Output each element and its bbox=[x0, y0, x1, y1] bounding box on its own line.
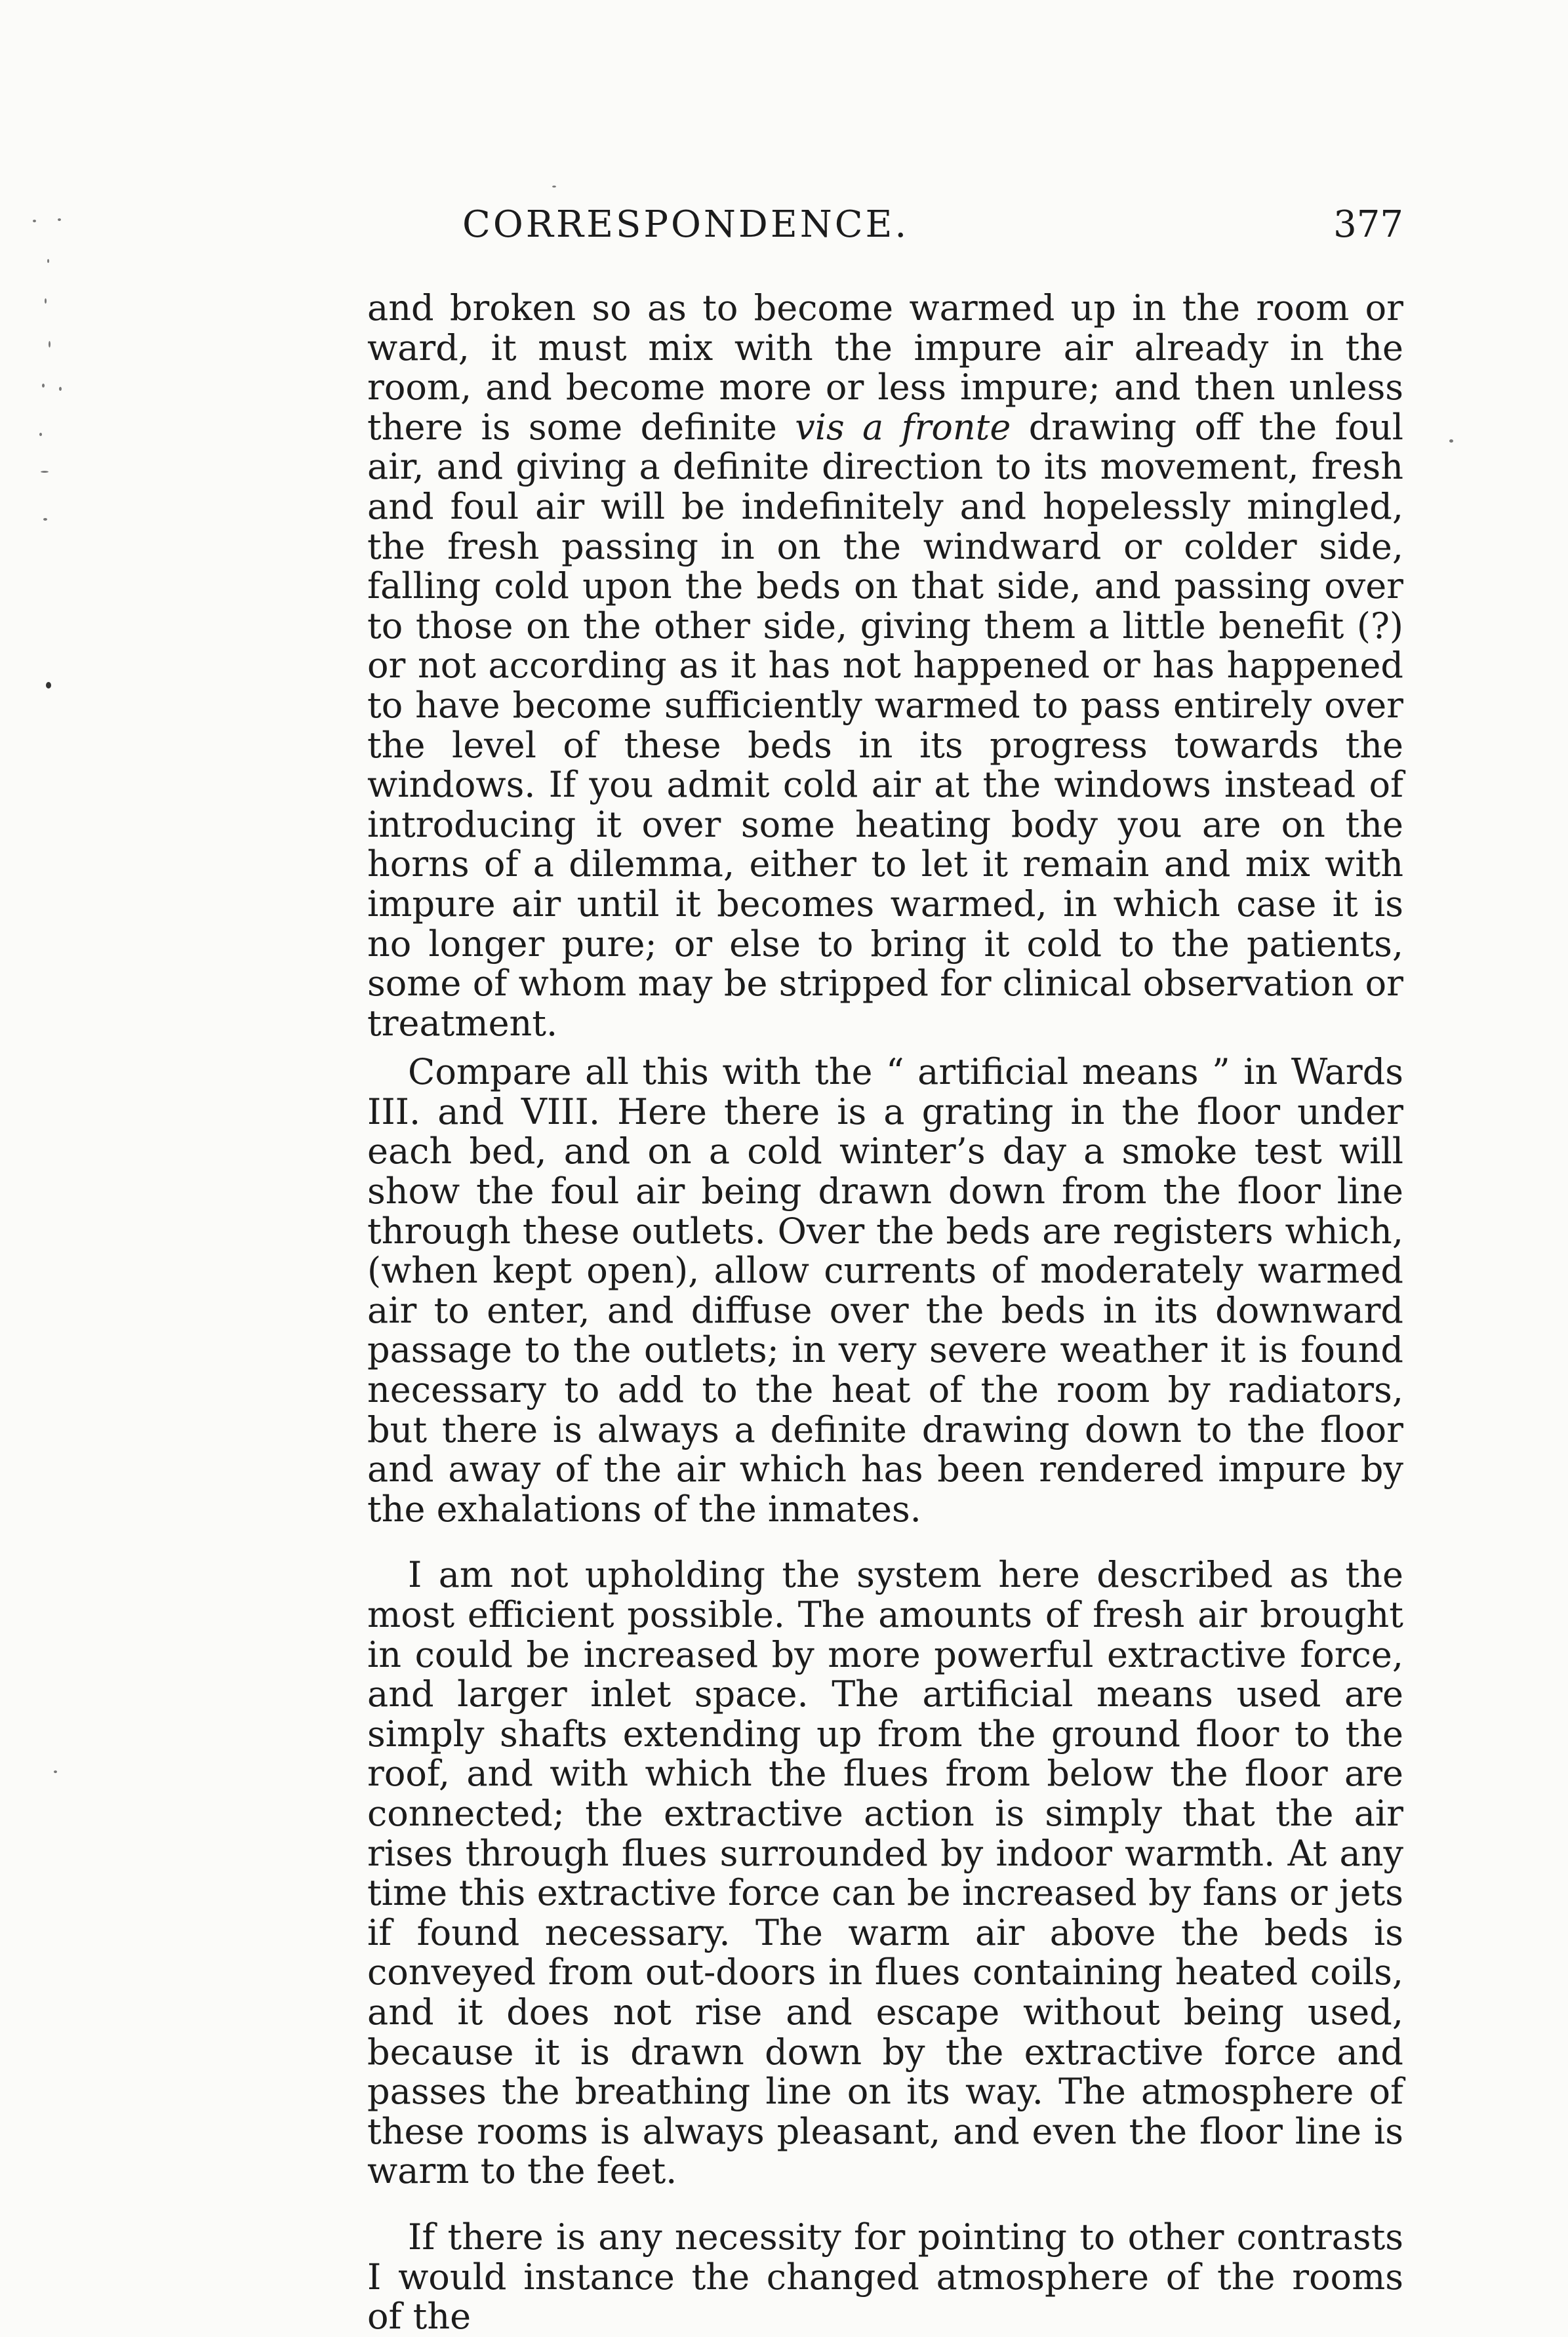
scan-speck bbox=[42, 384, 45, 388]
text-segment: drawing off the foul air, and giving a definite direction to its movement, fresh and foul air will be indefinitely and hopelessly mingled, the fresh passing in on the windward or colder side, falling cold upon the beds on that side, and passing over to those on the other side, giving them a little benefit (?) or not according as it has not happened or has happened to have become sufficiently warmed to pass entirely over the level of these beds in its progress towards the windows. If you admit cold air at the windows instead of introducing it over some heating body you are on the horns of a dilemma, either to let it remain and mix with impure air until it becomes warmed, in which case it is no longer pure; or else to bring it cold to the patients, some of whom may be stripped for clinical observation or treatment. bbox=[367, 406, 1403, 1044]
paragraph bbox=[367, 289, 1403, 1043]
page-number: 377 bbox=[1333, 203, 1403, 246]
scan-speck bbox=[58, 218, 61, 221]
paragraph: I am not upholding the system here described as the most efficient possible. The amounts of fresh air brought in could be increased by more powerful extractive force, and larger inlet space. The artificial means used are simply shafts extending up from the ground floor to the roof, and with which the flues from below the floor are connected; the extractive action is simply that the air rises through flues surrounded by indoor warmth. At any time this extractive force can be increased by fans or jets if found necessary. The warm air above the beds is conveyed from out-doors in flues containing heated coils, and it does not rise and escape without being used, because it is drawn down by the extractive force and passes the breathing line on its way. The atmosphere of these rooms is always pleasant, and even the floor line is warm to the feet. bbox=[367, 1554, 1403, 2192]
scan-speck bbox=[39, 433, 42, 436]
scan-speck bbox=[54, 1770, 57, 1773]
scan-speck bbox=[1449, 439, 1453, 443]
running-head-title: CORRESPONDENCE. bbox=[462, 203, 910, 246]
scan-speck bbox=[43, 518, 47, 521]
body-text bbox=[367, 289, 1403, 2337]
paragraph: Compare all this with the “ artificial means ” in Wards III. and VIII. Here there is a grating in the floor under each bed, and on a cold winter’s day a smoke test will show the foul air being drawn down from the floor line through these outlets. Over the beds are registers which, (when kept open), allow currents of moderately warmed air to enter, and diffuse over the beds in its downward passage to the outlets; in very severe weather it is found necessary to add to the heat of the room by radiators, but there is always a definite drawing down to the floor and away of the air which has been rendered impure by the exhalations of the inmates. bbox=[367, 1051, 1403, 1530]
paragraph: If there is any necessity for pointing to other contrasts I would instance the changed atmosphere of the rooms of the bbox=[367, 2216, 1403, 2337]
running-head bbox=[367, 203, 1403, 256]
scan-speck bbox=[47, 259, 49, 263]
italic-phrase: vis a fronte bbox=[795, 406, 1011, 448]
scan-speck bbox=[45, 298, 47, 304]
scan-speck bbox=[46, 682, 51, 689]
scan-speck bbox=[552, 186, 556, 188]
scan-speck bbox=[49, 341, 50, 348]
text-segment: and broken so as to become warmed up in the room or ward, it must mix with the impure air already in the room, and become more or less impure; and then unless there is some definite bbox=[367, 287, 1403, 448]
scan-speck bbox=[41, 471, 49, 473]
scan-speck bbox=[59, 387, 62, 391]
scan-speck bbox=[33, 220, 36, 222]
